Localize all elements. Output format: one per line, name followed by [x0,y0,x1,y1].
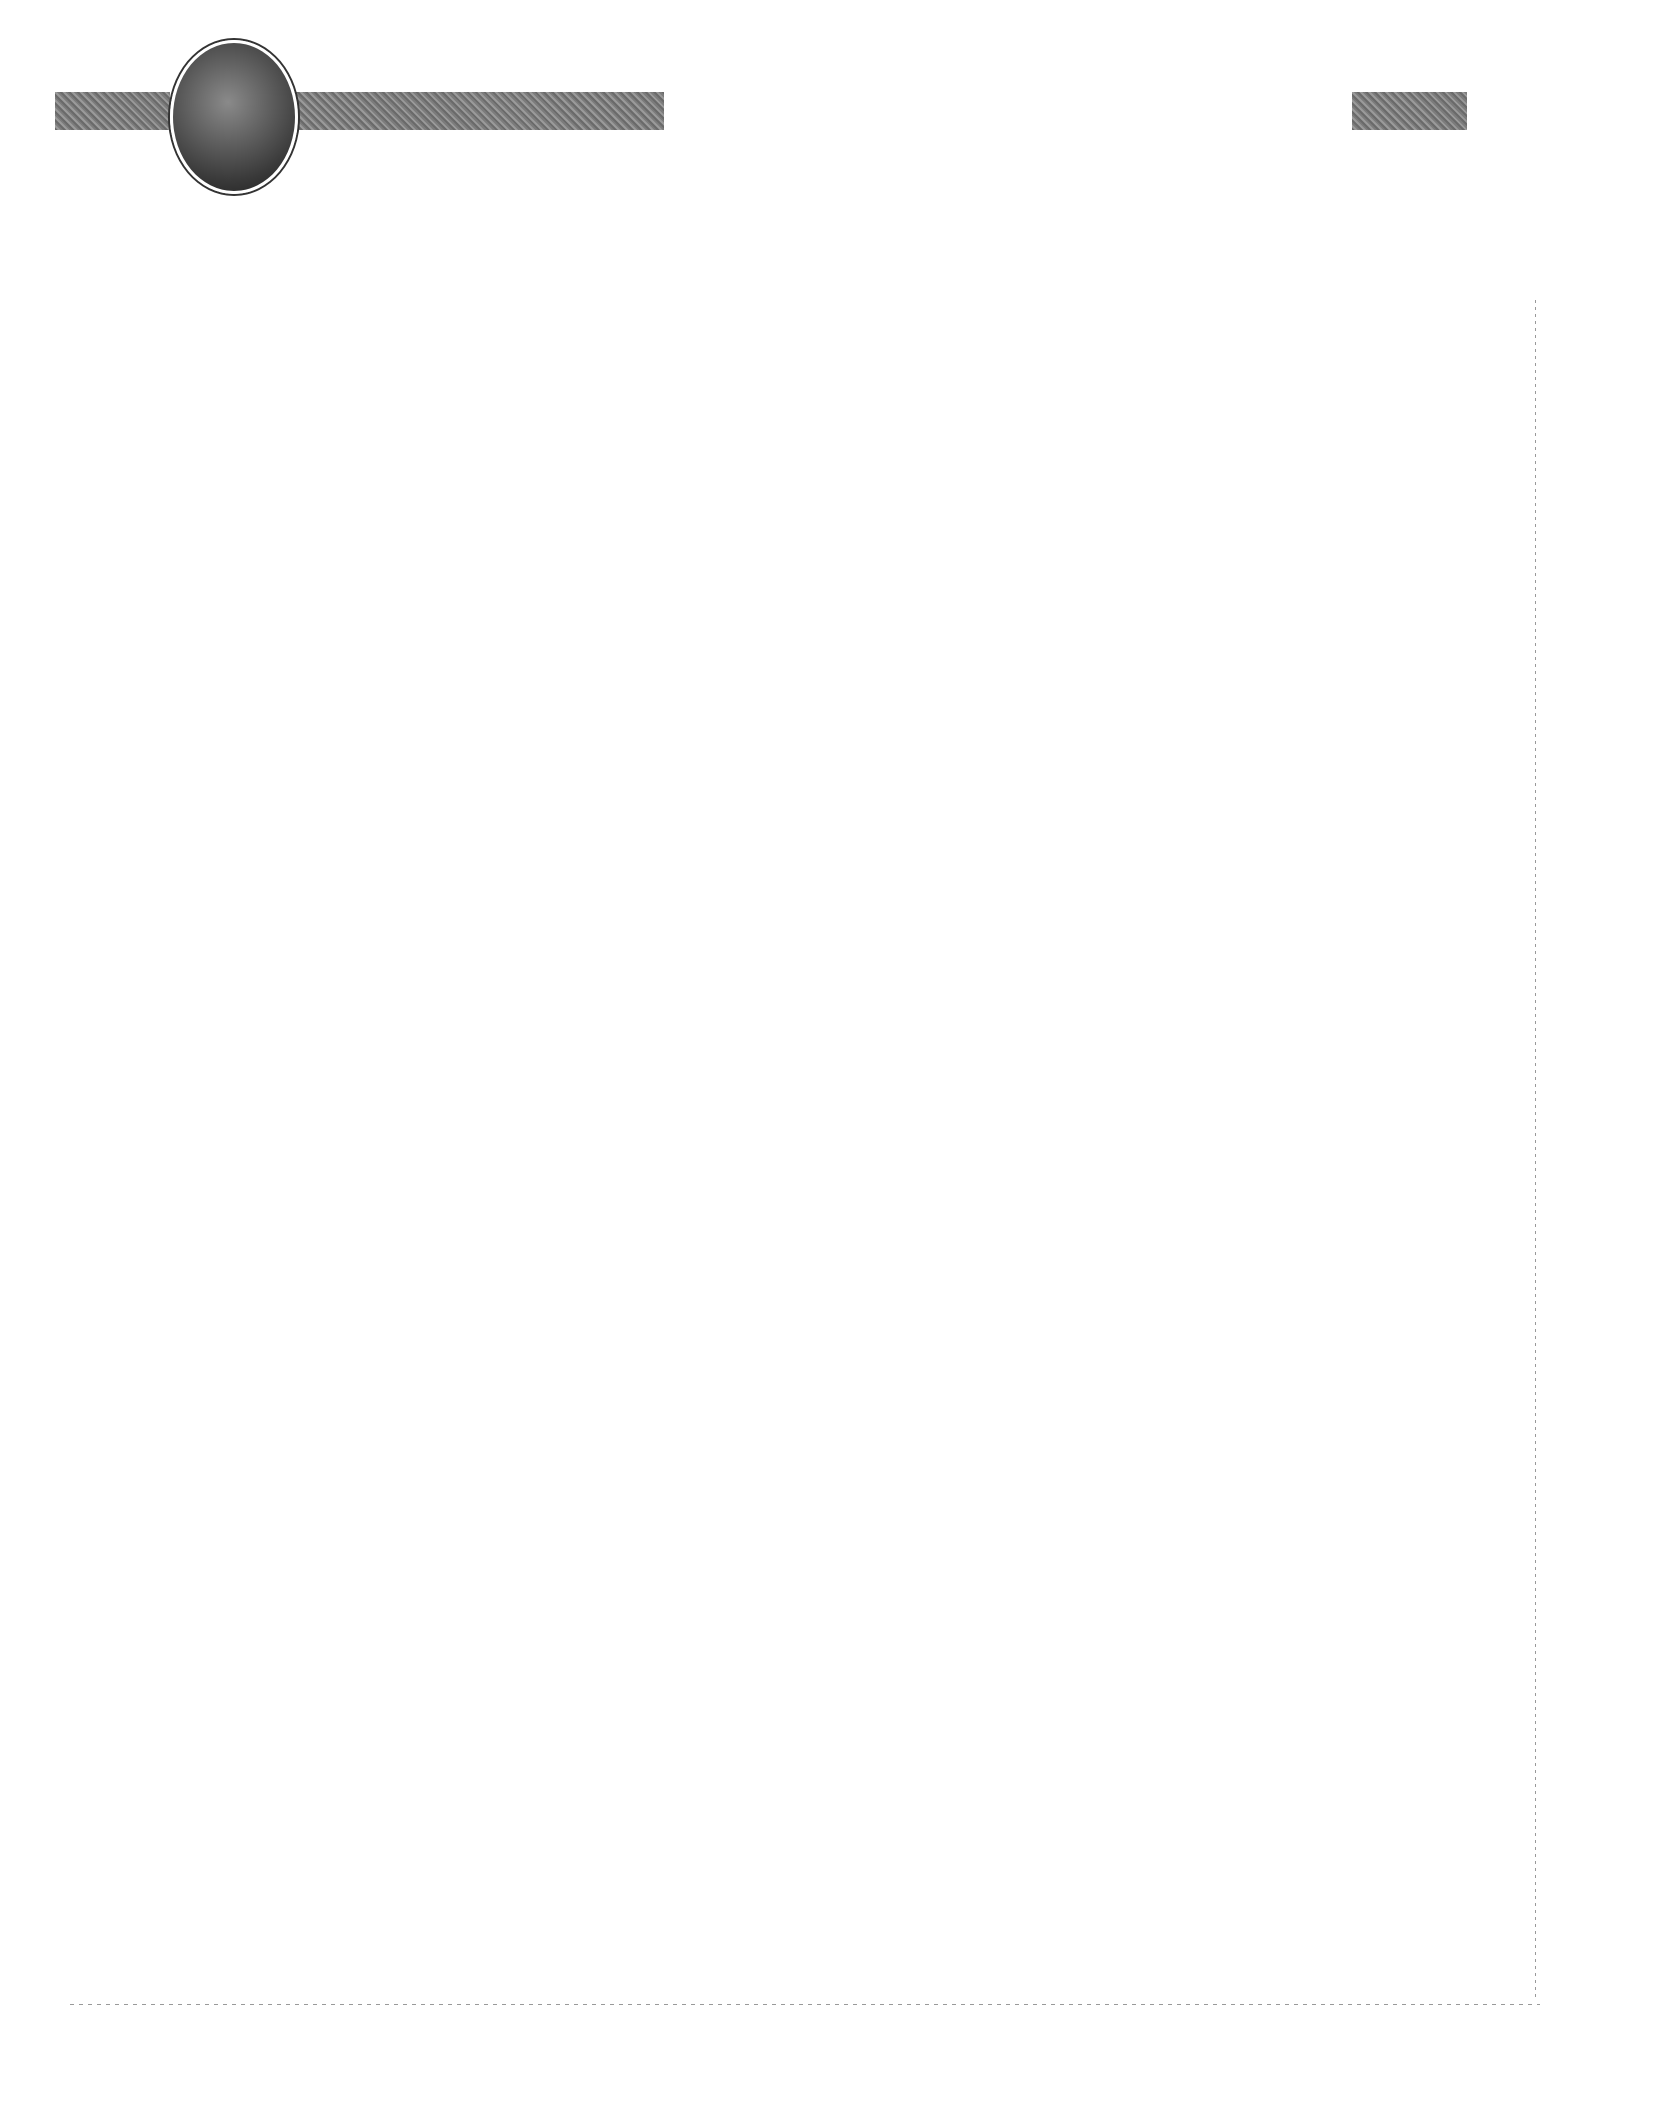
header-bar-right [1352,92,1467,130]
miltex-logo [170,40,298,194]
header-bar-middle [292,92,664,130]
page-bottom-rule [70,2004,1540,2005]
header-bar-left [55,92,170,130]
page-edge-rule [1535,300,1536,2000]
